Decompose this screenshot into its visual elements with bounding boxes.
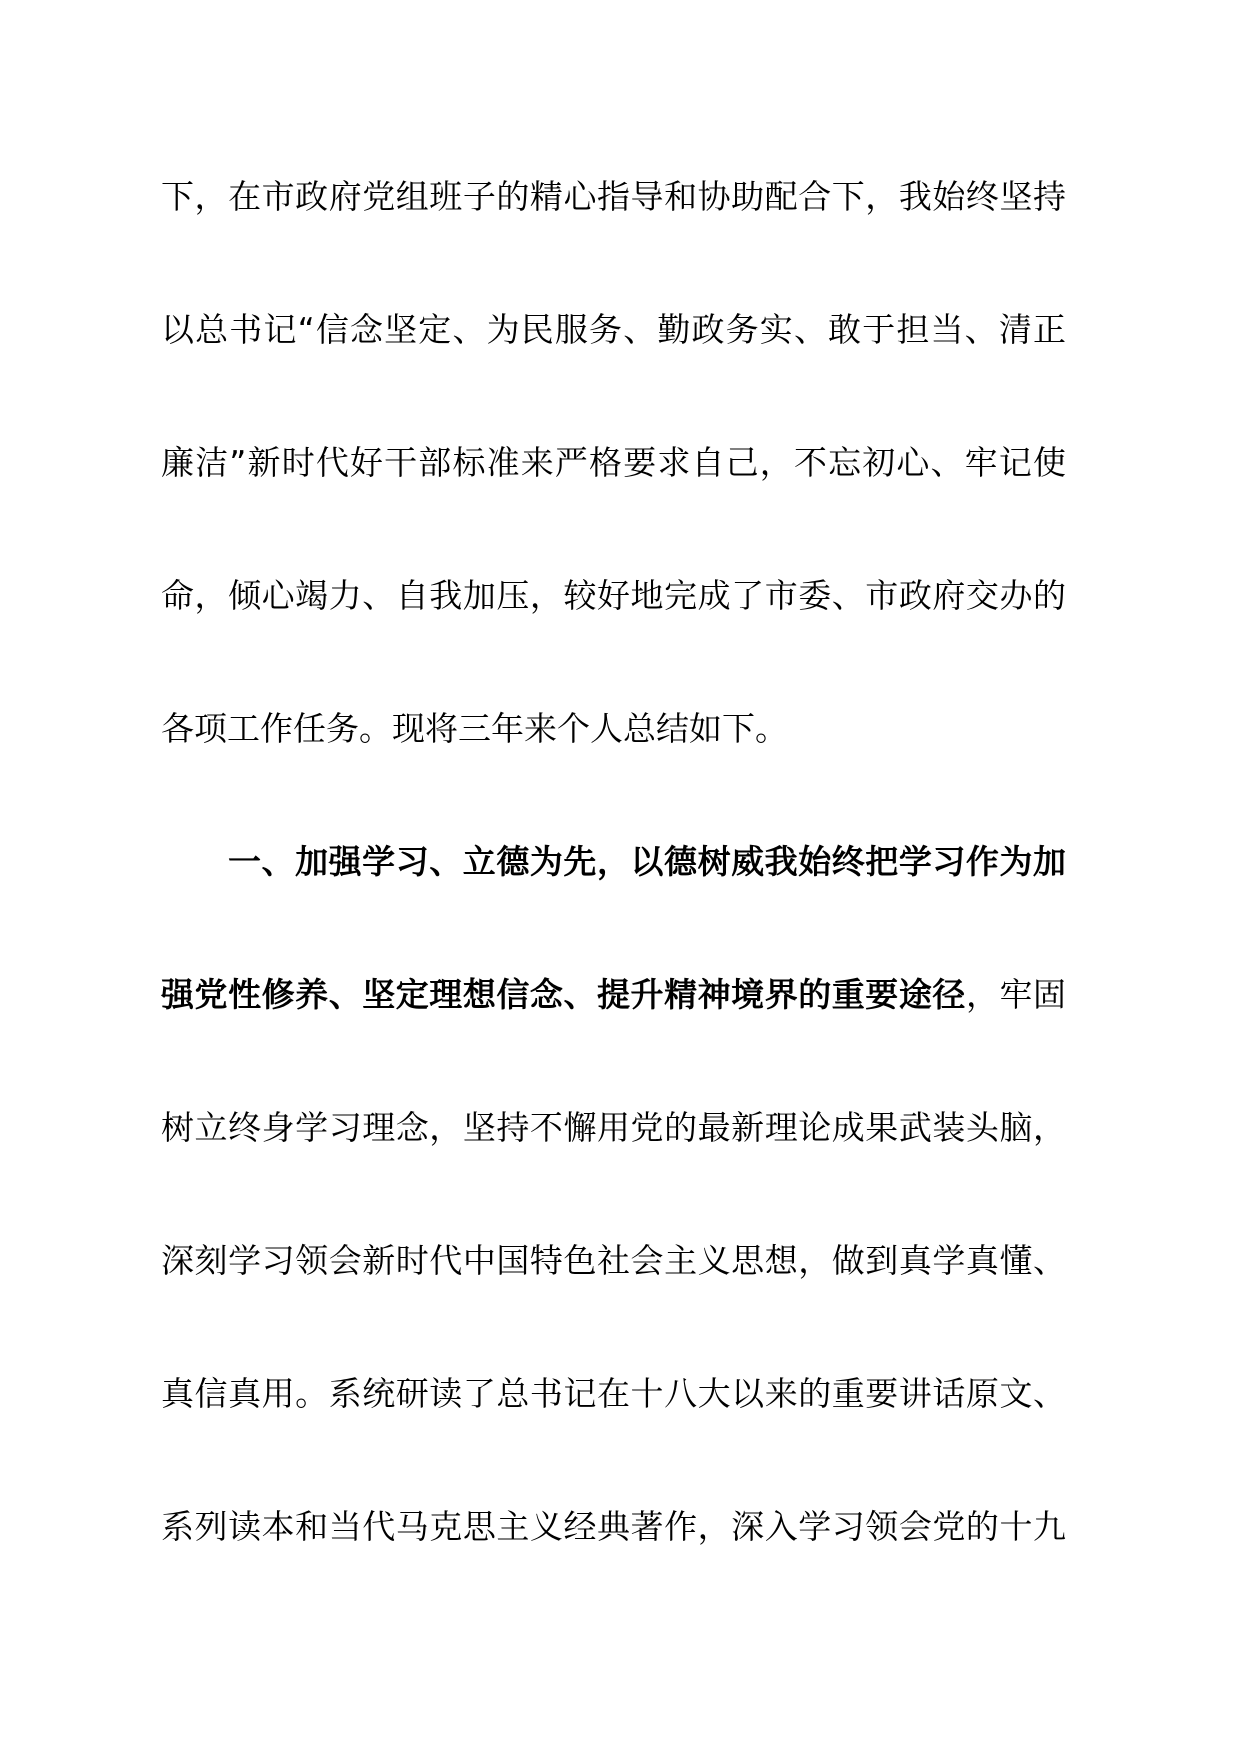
section-body-line-1: 树立终身学习理念，坚持不懈用党的最新理论成果武装头脑， xyxy=(161,1108,1066,1147)
section-body-line-3: 真信真用。系统研读了总书记在十八大以来的重要讲话原文、 xyxy=(161,1374,1066,1413)
section-heading-bold-text: 强党性修养、坚定理想信念、提升精神境界的重要途径 xyxy=(161,975,966,1014)
section-heading-line-2 xyxy=(161,970,1066,1020)
paragraph-line-1: 下，在市政府党组班子的精心指导和协助配合下，我始终坚持 xyxy=(161,177,1066,216)
section-heading-continuation-text: ，牢固 xyxy=(965,975,1067,1014)
section-heading-line-1: 一、加强学习、立德为先，以德树威我始终把学习作为加 xyxy=(228,842,1066,881)
section-body-line-2: 深刻学习领会新时代中国特色社会主义思想，做到真学真懂、 xyxy=(161,1241,1066,1280)
section-body-line-4: 系列读本和当代马克思主义经典著作，深入学习领会党的十九 xyxy=(161,1507,1066,1546)
paragraph-line-2: 以总书记“信念坚定、为民服务、勤政务实、敢于担当、清正 xyxy=(161,310,1066,349)
paragraph-line-4: 命，倾心竭力、自我加压，较好地完成了市委、市政府交办的 xyxy=(161,576,1066,615)
paragraph-line-3: 廉洁”新时代好干部标准来严格要求自己，不忘初心、牢记使 xyxy=(161,443,1066,482)
paragraph-line-5: 各项工作任务。现将三年来个人总结如下。 xyxy=(161,709,788,748)
